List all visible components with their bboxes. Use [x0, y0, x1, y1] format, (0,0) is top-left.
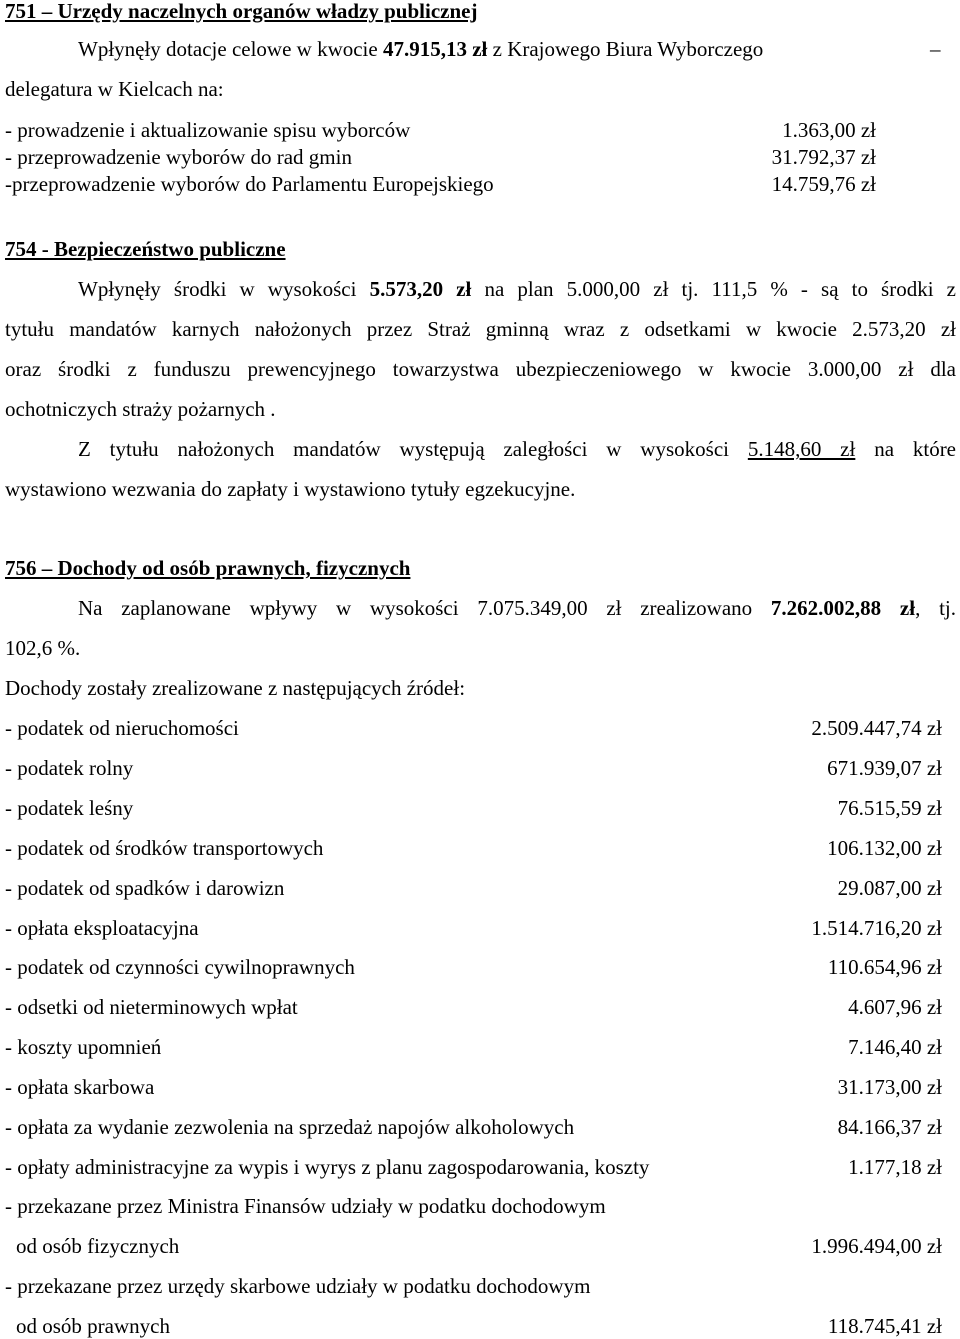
amount: 7.262.002,88 zł: [770, 596, 916, 620]
list-item-label: - podatek rolny: [5, 755, 134, 780]
section-756-line-2: 102,6 %.: [5, 636, 81, 660]
intro-text-suffix: z Krajowego Biura Wyborczego: [487, 37, 764, 61]
list-item-value: 106.132,00 zł: [827, 835, 942, 860]
intro-line-2: delegatura w Kielcach na:: [5, 77, 224, 101]
section-754-heading: 754 - Bezpieczeństwo publiczne: [5, 237, 286, 261]
list-item-label: - przekazane przez urzędy skarbowe udziały w podatku dochodowym: [5, 1274, 591, 1298]
section-756-line-3: Dochody zostały zrealizowane z następujących źródeł:: [5, 676, 466, 700]
section-754-line-6: wystawiono wezwania do zapłaty i wystawiono tytuły egzekucyjne.: [5, 477, 576, 501]
list-item-label: - podatek od nieruchomości: [5, 716, 239, 740]
list-item-value: 31.792,37 zł: [771, 145, 876, 169]
list-item-value: 76.515,59 zł: [837, 795, 942, 820]
section-751-intro: [78, 39, 763, 60]
list-item-label: - przeprowadzenie wyborów do rad gmin: [5, 145, 352, 169]
text: Wpłynęły środki w wysokości: [78, 277, 370, 301]
list-item-label: - przekazane przez Ministra Finansów udziały w podatku dochodowym: [5, 1194, 606, 1218]
list-item-label: -przeprowadzenie wyborów do Parlamentu Europejskiego: [5, 172, 494, 196]
list-item-value: 1.177,18 zł: [848, 1154, 942, 1179]
intro-text: Wpłynęły dotacje celowe w kwocie: [78, 37, 383, 61]
section-754-line-3: oraz środki z funduszu prewencyjnego towarzystwa ubezpieczeniowego w kwocie 3.000,00 zł dla: [5, 357, 956, 381]
section-754-line-5: [78, 439, 956, 460]
list-item-label: - prowadzenie i aktualizowanie spisu wyborców: [5, 118, 411, 142]
list-item-label: - opłaty administracyjne za wypis i wyrys z planu zagospodarowania, koszty: [5, 1154, 650, 1179]
list-item-value: 14.759,76 zł: [771, 172, 876, 196]
text: na które: [855, 437, 957, 461]
text: , tj.: [915, 596, 956, 620]
amount: 5.148,60 zł: [747, 437, 856, 461]
list-item-label: od osób fizycznych: [16, 1234, 180, 1258]
list-item-label: - podatek od środków transportowych: [5, 835, 324, 860]
list-item-value: 118.745,41 zł: [827, 1314, 942, 1338]
intro-amount: 47.915,13 zł: [382, 37, 488, 61]
text: Na zaplanowane wpływy w wysokości 7.075.349,00 zł zrealizowano: [78, 596, 771, 620]
section-754-line-1: [78, 279, 956, 300]
list-item-label: - podatek od spadków i darowizn: [5, 875, 285, 900]
list-item-value: 110.654,96 zł: [827, 955, 942, 980]
section-754-line-2: tytułu mandatów karnych nałożonych przez Straż gminną wraz z odsetkami w kwocie 2.573,20 zł: [5, 317, 956, 341]
intro-dash: –: [930, 37, 941, 61]
section-751-heading: 751 – Urzędy naczelnych organów władzy publicznej: [5, 0, 478, 23]
list-item-value: 29.087,00 zł: [837, 875, 942, 900]
text: Z tytułu nałożonych mandatów występują zaległości w wysokości: [78, 437, 748, 461]
list-item-value: 2.509.447,74 zł: [811, 716, 942, 740]
list-item-value: 1.514.716,20 zł: [811, 915, 942, 940]
list-item-value: 31.173,00 zł: [837, 1075, 942, 1100]
list-item-value: 1.996.494,00 zł: [811, 1234, 942, 1258]
list-item-value: 4.607,96 zł: [848, 995, 942, 1020]
list-item-label: - opłata eksploatacyjna: [5, 915, 199, 940]
list-item-value: 1.363,00 zł: [782, 118, 876, 142]
list-item-value: 84.166,37 zł: [837, 1115, 942, 1139]
list-item-label: - podatek od czynności cywilnoprawnych: [5, 955, 355, 980]
list-item-label: - koszty upomnień: [5, 1035, 162, 1060]
list-item-label: - odsetki od nieterminowych wpłat: [5, 995, 298, 1020]
list-item-value: 7.146,40 zł: [848, 1035, 942, 1060]
list-item-value: 671.939,07 zł: [827, 755, 942, 780]
list-item-label: od osób prawnych: [16, 1314, 170, 1338]
list-item-label: - opłata za wydanie zezwolenia na sprzedaż napojów alkoholowych: [5, 1115, 575, 1139]
section-756-heading: 756 – Dochody od osób prawnych, fizycznych: [5, 556, 411, 580]
section-756-line-1: [78, 598, 956, 619]
list-item-label: - podatek leśny: [5, 795, 134, 820]
section-754-line-4: ochotniczych straży pożarnych .: [5, 397, 276, 421]
list-item-label: - opłata skarbowa: [5, 1075, 155, 1100]
text: na plan 5.000,00 zł tj. 111,5 % - są to środki z: [471, 277, 956, 301]
amount: 5.573,20 zł: [369, 277, 472, 301]
